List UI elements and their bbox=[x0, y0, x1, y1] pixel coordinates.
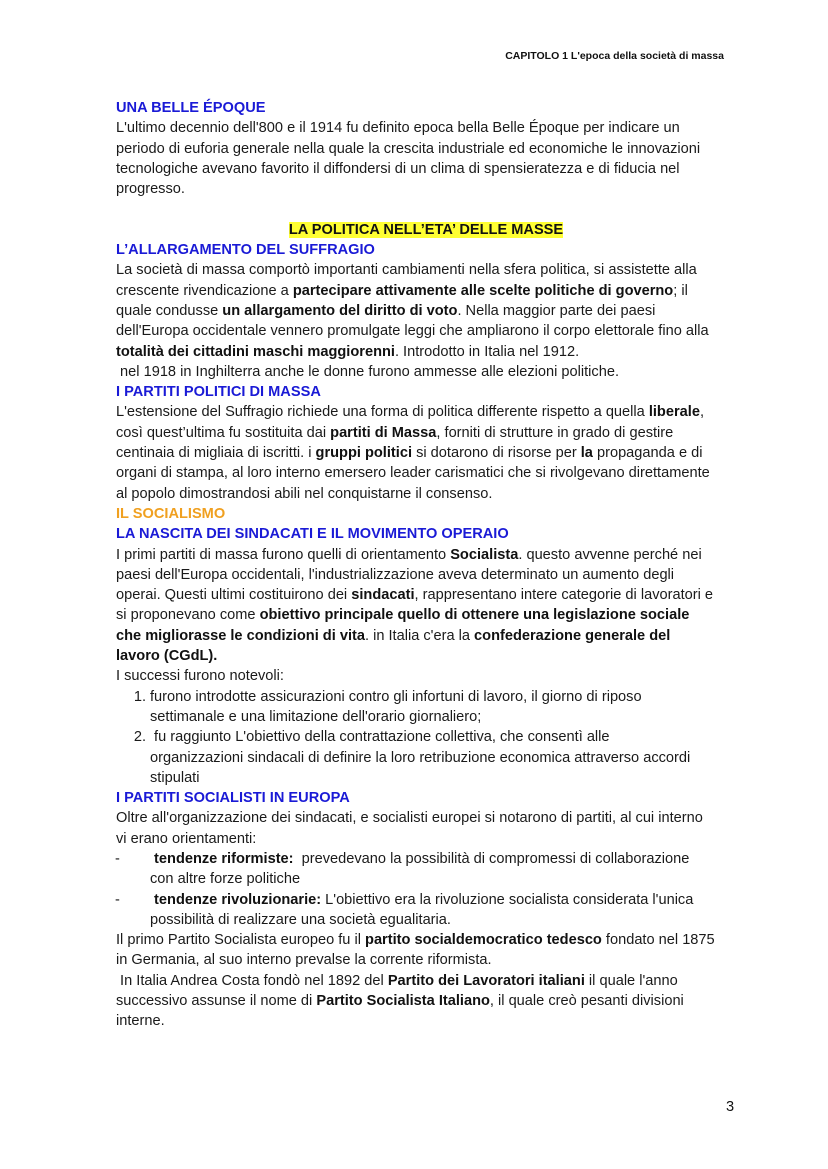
text-line bbox=[116, 402, 736, 422]
text-line bbox=[116, 484, 736, 504]
text-line bbox=[116, 605, 736, 625]
bold-text: partiti di Massa bbox=[330, 424, 437, 441]
text-line bbox=[116, 829, 736, 849]
section-heading: I PARTITI POLITICI DI MASSA bbox=[116, 384, 321, 401]
text-line bbox=[116, 991, 736, 1011]
bold-text: la bbox=[580, 445, 593, 462]
bold-text: Partito Socialista Italiano bbox=[316, 993, 490, 1010]
dash-list bbox=[116, 849, 736, 930]
bold-text: confederazione generale del bbox=[474, 627, 671, 644]
text-run: vi erano orientamenti: bbox=[116, 830, 257, 847]
document-body bbox=[116, 98, 736, 1032]
list-item bbox=[116, 890, 736, 931]
text-line bbox=[116, 423, 736, 443]
text-run: . in Italia c'era la bbox=[364, 627, 475, 644]
bold-text: gruppi politici bbox=[315, 445, 413, 462]
text-run: quale condusse bbox=[116, 302, 223, 319]
text-run: furono introdotte assicurazioni contro gli infortuni di lavoro, il giorno di riposo bbox=[150, 688, 642, 705]
paragraph bbox=[116, 545, 736, 687]
text-run: così quest’ultima fu sostituita dai bbox=[116, 424, 331, 441]
text-run: operai. Questi ultimi costituirono dei bbox=[116, 587, 352, 604]
paragraph bbox=[116, 808, 736, 849]
text-line bbox=[116, 930, 736, 950]
text-run: ; il bbox=[673, 282, 688, 299]
text-run: periodo di euforia generale nella quale la crescita industriale ed economiche le innovazioni bbox=[116, 140, 701, 157]
text-run: organizzazioni sindacali di definire la loro retribuzione economica attraverso accordi bbox=[150, 749, 691, 766]
paragraph bbox=[116, 930, 736, 1031]
text-run: centinaia di migliaia di iscritti. i bbox=[116, 445, 316, 462]
bold-text: Socialista bbox=[450, 546, 519, 563]
list-item-line bbox=[116, 849, 736, 869]
text-line bbox=[116, 199, 736, 219]
list-item-line bbox=[116, 707, 736, 727]
highlighted-heading-text: LA POLITICA NELL’ETA’ DELLE MASSE bbox=[288, 221, 564, 238]
text-run: L'ultimo decennio dell'800 e il 1914 fu definito epoca bella Belle Époque per indicare un bbox=[116, 120, 680, 137]
list-item-line bbox=[116, 910, 736, 930]
text-run: nel 1918 in Inghilterra anche le donne furono ammesse alle elezioni politiche. bbox=[116, 363, 619, 380]
text-line bbox=[116, 260, 736, 280]
text-run: paesi dell'Europa occidentali, l'industrializzazione aveva determinato un aumento degli bbox=[116, 566, 675, 583]
text-run: fondato nel 1875 bbox=[601, 932, 715, 949]
list-item-line bbox=[116, 768, 736, 788]
text-run: crescente rivendicazione a bbox=[116, 282, 293, 299]
text-run: si proponevano come bbox=[116, 607, 260, 624]
bold-text: partito socialdemocratico tedesco bbox=[365, 932, 602, 949]
text-line bbox=[116, 301, 736, 321]
text-run: il quale l'anno bbox=[584, 972, 678, 989]
text-line bbox=[116, 281, 736, 301]
text-run: , il quale creò pesanti divisioni bbox=[489, 993, 684, 1010]
text-run: stipulati bbox=[150, 769, 200, 786]
chapter-heading bbox=[116, 220, 736, 240]
text-run: prevedevano la possibilità di compromessi di collaborazione bbox=[293, 850, 690, 867]
text-run: con altre forze politiche bbox=[150, 871, 301, 888]
text-run: . Introdotto in Italia nel 1912. bbox=[394, 343, 580, 360]
bold-text: tendenze rivoluzionarie: bbox=[150, 891, 322, 908]
text-line bbox=[116, 808, 736, 828]
list-marker: 2. bbox=[133, 729, 146, 746]
text-run: Il primo Partito Socialista europeo fu il bbox=[116, 932, 366, 949]
page-number: 3 bbox=[726, 1099, 735, 1115]
text-run: L'obiettivo era la rivoluzione socialista considerata l'unica bbox=[321, 891, 694, 908]
text-line bbox=[116, 362, 736, 382]
section-heading: IL SOCIALISMO bbox=[116, 505, 226, 522]
bold-text: un allargamento del diritto di voto bbox=[222, 302, 458, 319]
numbered-list bbox=[116, 687, 736, 788]
bold-text: partecipare attivamente alle scelte politiche di governo bbox=[292, 282, 674, 299]
text-line bbox=[116, 585, 736, 605]
text-line bbox=[116, 1011, 736, 1031]
section-heading: LA NASCITA DEI SINDACATI E IL MOVIMENTO OPERAIO bbox=[116, 526, 509, 543]
section-heading: L’ALLARGAMENTO DEL SUFFRAGIO bbox=[116, 242, 375, 259]
list-item-line bbox=[116, 748, 736, 768]
list-item-line bbox=[116, 727, 736, 747]
text-run: Oltre all'organizzazione dei sindacati, e socialisti europei si notarono di partiti, al cui interno bbox=[116, 810, 703, 827]
text-line bbox=[116, 179, 736, 199]
text-line bbox=[116, 443, 736, 463]
text-run: si dotarono di risorse per bbox=[412, 445, 581, 462]
text-line bbox=[116, 342, 736, 362]
section-heading: UNA BELLE ÉPOQUE bbox=[116, 100, 266, 116]
text-run: settimanale e una limitazione dell'orario giornaliero; bbox=[150, 708, 482, 725]
list-marker: - bbox=[115, 850, 120, 867]
bold-text: lavoro (CGdL). bbox=[116, 648, 218, 665]
text-line bbox=[116, 646, 736, 666]
text-run: progresso. bbox=[116, 181, 185, 198]
text-run: al popolo dimostrandosi abili nel conquistarne il consenso. bbox=[116, 485, 493, 502]
list-item bbox=[116, 687, 736, 728]
text-run: dell'Europa occidentale vennero promulgate leggi che ampliarono il corpo elettorale fino alla bbox=[116, 323, 709, 340]
list-item bbox=[116, 727, 736, 788]
text-run: successivo assunse il nome di bbox=[116, 993, 317, 1010]
list-item bbox=[116, 849, 736, 890]
text-run: organi di stampa, al loro interno emersero leader carismatici che si rivolgevano direttamente bbox=[116, 465, 710, 482]
bold-text: totalità dei cittadini maschi maggiorenni bbox=[116, 343, 395, 360]
text-run: fu raggiunto L'obiettivo della contrattazione collettiva, che consentì alle bbox=[150, 729, 610, 746]
text-line bbox=[116, 950, 736, 970]
list-marker: - bbox=[115, 891, 120, 908]
bold-text: che migliorasse le condizioni di vita bbox=[116, 627, 365, 644]
text-line bbox=[116, 565, 736, 585]
text-run: interne. bbox=[116, 1013, 165, 1030]
text-line bbox=[116, 118, 736, 138]
text-run: In Italia Andrea Costa fondò nel 1892 del bbox=[116, 972, 388, 989]
text-line bbox=[116, 463, 736, 483]
text-run: , rappresentano intere categorie di lavoratori e bbox=[414, 587, 714, 604]
text-line bbox=[116, 545, 736, 565]
paragraph bbox=[116, 118, 736, 219]
text-run: L'estensione del Suffragio richiede una forma di politica differente rispetto a quella bbox=[116, 404, 649, 421]
list-item-line bbox=[116, 687, 736, 707]
text-run: , forniti di strutture in grado di gestire bbox=[436, 424, 674, 441]
text-run: , bbox=[699, 404, 704, 421]
paragraph bbox=[116, 402, 736, 503]
bold-text: obiettivo principale quello di ottenere una legislazione sociale bbox=[259, 607, 690, 624]
list-item-line bbox=[116, 869, 736, 889]
text-line bbox=[116, 666, 736, 686]
text-run: possibilità di realizzare una società egualitaria. bbox=[150, 911, 451, 928]
text-line bbox=[116, 139, 736, 159]
list-marker: 1. bbox=[133, 688, 146, 705]
list-item-line bbox=[116, 890, 736, 910]
running-header: CAPITOLO 1 L'epoca della società di massa bbox=[505, 50, 724, 62]
bold-text: sindacati bbox=[351, 587, 415, 604]
text-run: I successi furono notevoli: bbox=[116, 668, 284, 685]
text-line bbox=[116, 159, 736, 179]
text-line bbox=[116, 321, 736, 341]
text-run: propaganda e di bbox=[592, 445, 703, 462]
text-run: tecnologiche avevano favorito il diffondersi di un clima di spensieratezza e di fiducia nel bbox=[116, 160, 680, 177]
bold-text: tendenze riformiste: bbox=[150, 850, 294, 867]
text-line bbox=[116, 626, 736, 646]
bold-text: Partito dei Lavoratori italiani bbox=[387, 972, 585, 989]
bold-text: liberale bbox=[648, 404, 700, 421]
text-run: . questo avvenne perché nei bbox=[518, 546, 702, 563]
section-heading: I PARTITI SOCIALISTI IN EUROPA bbox=[116, 790, 350, 807]
text-run: . Nella maggior parte dei paesi bbox=[457, 302, 656, 319]
text-run: in Germania, al suo interno prevalse la corrente riformista. bbox=[116, 952, 492, 969]
paragraph bbox=[116, 260, 736, 382]
text-line bbox=[116, 971, 736, 991]
text-run: La società di massa comportò importanti cambiamenti nella sfera politica, si assistette alla bbox=[116, 262, 697, 279]
text-run: I primi partiti di massa furono quelli di orientamento bbox=[116, 546, 451, 563]
